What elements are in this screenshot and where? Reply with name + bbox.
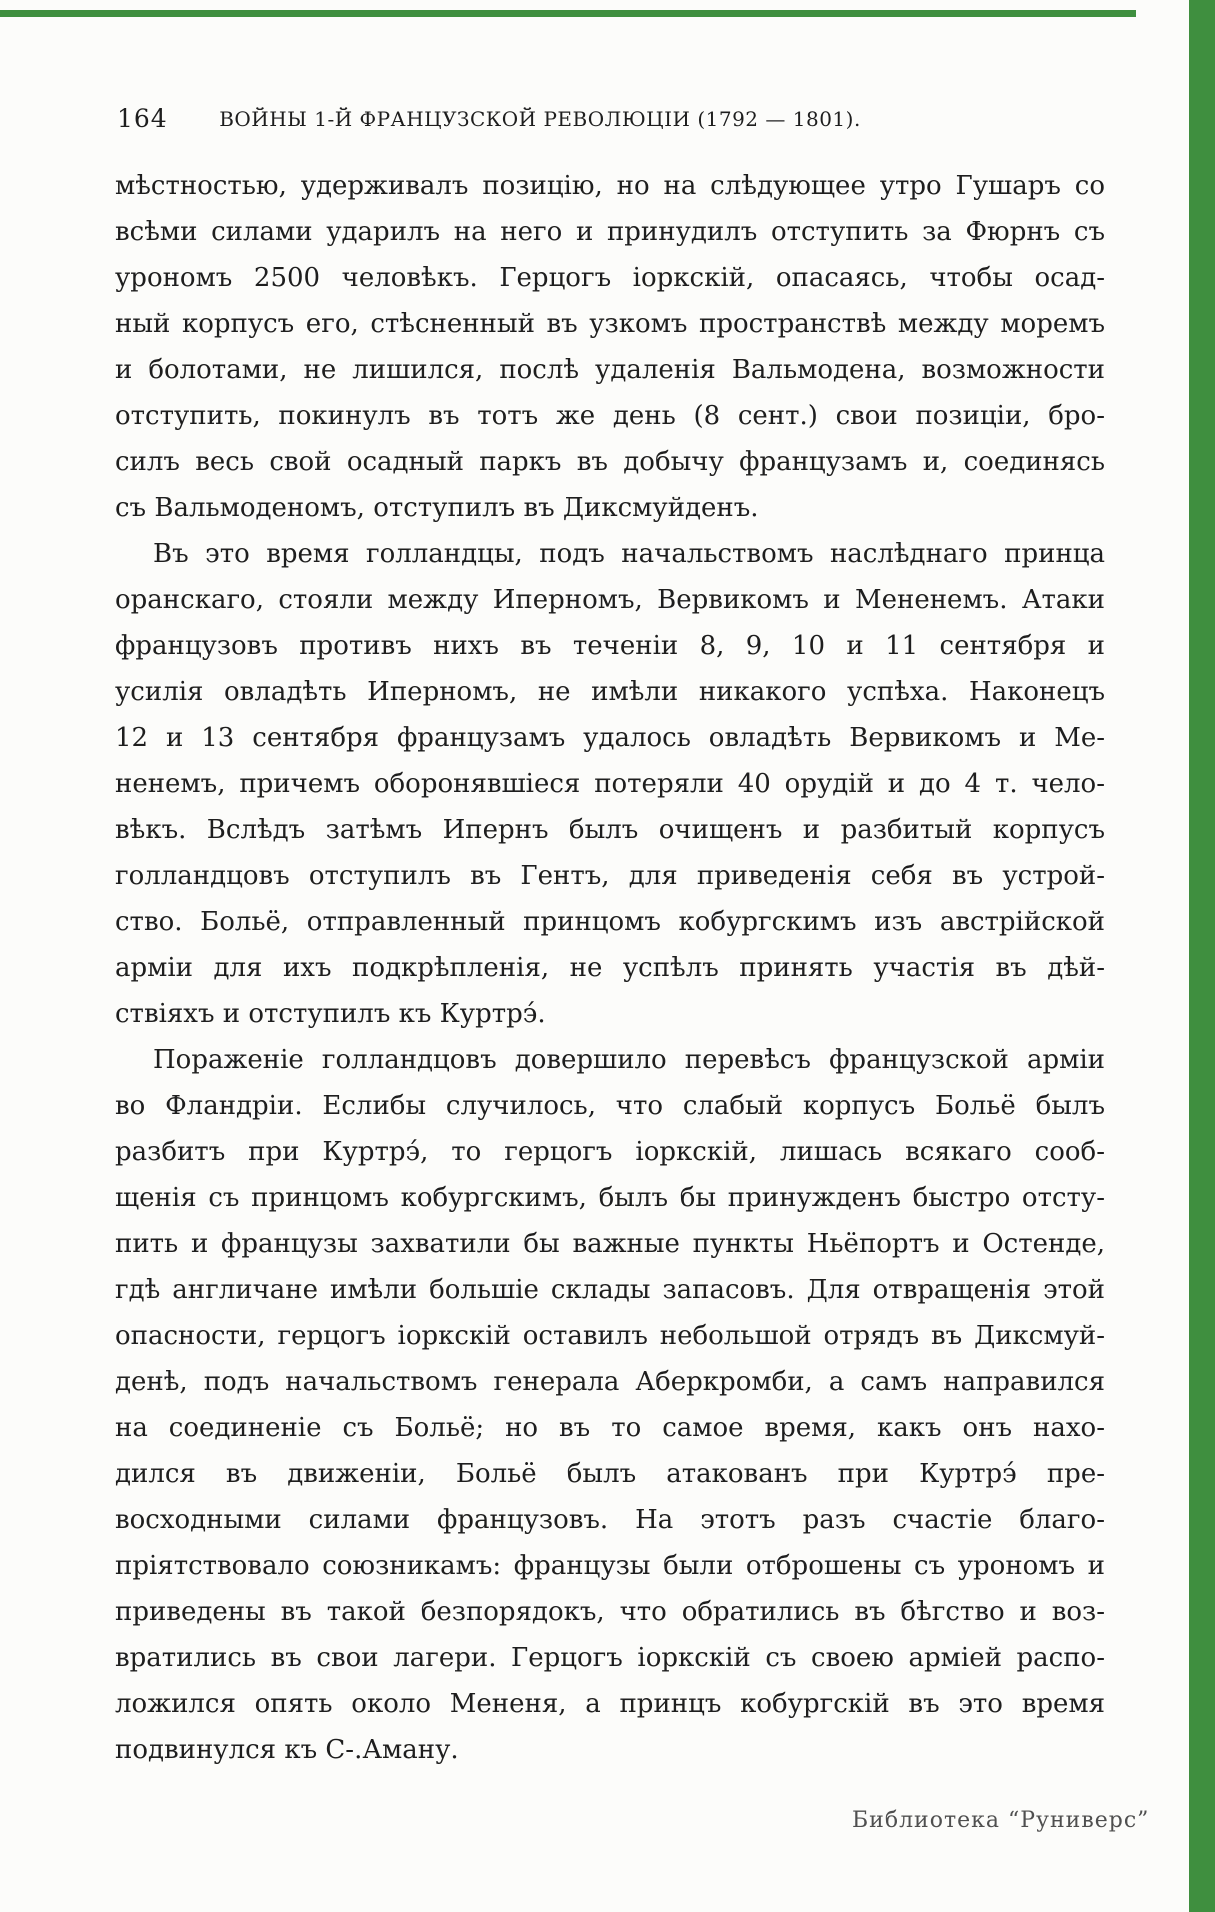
text-line: дился въ движеніи, Больё былъ атакованъ при Куртрэ́ пре- (115, 1459, 1105, 1489)
paragraph (115, 1037, 1105, 1773)
text-line: арміи для ихъ подкрѣпленія, не успѣлъ принять участія въ дѣй- (115, 953, 1105, 983)
text-line: вратились въ свои лагери. Герцогъ іоркскій съ своею арміей распо- (115, 1643, 1105, 1673)
body-text (115, 163, 1105, 1773)
text-line: ложился опять около Мененя, а принцъ кобургскій въ это время (115, 1689, 1105, 1719)
text-line: пріятствовало союзникамъ: французы были отброшены съ урономъ и (115, 1551, 1105, 1581)
scan-border-right (1189, 0, 1215, 1912)
text-line: ненемъ, причемъ оборонявшіеся потеряли 40 орудій и до 4 т. чело- (115, 769, 1105, 799)
paragraph (115, 531, 1105, 1037)
text-line: разбитъ при Куртрэ́, то герцогъ іоркскій, лишась всякаго сооб- (115, 1137, 1105, 1167)
text-line: щенія съ принцомъ кобургскимъ, былъ бы принужденъ быстро отсту- (115, 1183, 1105, 1213)
page-number: 164 (117, 104, 168, 133)
text-line: гдѣ англичане имѣли большіе склады запасовъ. Для отвращенія этой (115, 1275, 1105, 1305)
text-line: приведены въ такой безпорядокъ, что обратились въ бѣгство и воз- (115, 1597, 1105, 1627)
text-line: усилія овладѣть Иперномъ, не имѣли никакого успѣха. Наконецъ (115, 677, 1105, 707)
text-line: всѣми силами ударилъ на него и принудилъ отступить за Фюрнъ съ (115, 217, 1105, 247)
text-line: урономъ 2500 человѣкъ. Герцогъ іоркскій, опасаясь, чтобы осад- (115, 263, 1105, 293)
text-line: мѣстностью, удерживалъ позицію, но на слѣдующее утро Гушаръ со (115, 171, 1105, 201)
text-line: и болотами, не лишился, послѣ удаленія Вальмодена, возможности (115, 355, 1105, 385)
text-line: на соединеніе съ Больё; но въ то самое время, какъ онъ нахо- (115, 1413, 1105, 1443)
text-line: вѣкъ. Вслѣдъ затѣмъ Ипернъ былъ очищенъ и разбитый корпусъ (115, 815, 1105, 845)
text-line: подвинулся къ С-.Аману. (115, 1735, 459, 1765)
text-line: денѣ, подъ начальствомъ генерала Аберкромби, а самъ направился (115, 1367, 1105, 1397)
paragraph (115, 163, 1105, 531)
text-line: ствіяхъ и отступилъ къ Куртрэ́. (115, 999, 546, 1029)
text-line: отступить, покинулъ въ тотъ же день (8 сент.) свои позиціи, бро- (115, 401, 1105, 431)
text-line: оранскаго, стояли между Иперномъ, Вервикомъ и Мененемъ. Атаки (115, 585, 1105, 615)
library-watermark: Библиотека “Руниверс” (852, 1808, 1150, 1833)
text-line: силъ весь свой осадный паркъ въ добычу французамъ и, соединясь (115, 447, 1105, 477)
text-line: во Фландріи. Еслибы случилось, что слабый корпусъ Больё былъ (115, 1091, 1105, 1121)
text-line: ство. Больё, отправленный принцомъ кобургскимъ изъ австрійской (115, 907, 1105, 937)
scan-border-top (0, 10, 1136, 17)
text-line: опасности, герцогъ іоркскій оставилъ небольшой отрядъ въ Диксмуй- (115, 1321, 1105, 1351)
text-line: французовъ противъ нихъ въ теченіи 8, 9, 10 и 11 сентября и (115, 631, 1105, 661)
text-line: ный корпусъ его, стѣсненный въ узкомъ пространствѣ между моремъ (115, 309, 1105, 339)
text-line: голландцовъ отступилъ въ Гентъ, для приведенія себя въ устрой- (115, 861, 1105, 891)
text-line: Въ это время голландцы, подъ начальствомъ наслѣднаго принца (153, 539, 1105, 569)
running-header: ВОЙНЫ 1-Й ФРАНЦУЗСКОЙ РЕВОЛЮЦІИ (1792 — 1801). (219, 107, 861, 131)
text-line: восходными силами французовъ. На этотъ разъ счастіе благо- (115, 1505, 1105, 1535)
text-line: Пораженіе голландцовъ довершило перевѣсъ французской арміи (153, 1045, 1105, 1075)
text-line: пить и французы захватили бы важные пункты Ньёпортъ и Остенде, (115, 1229, 1105, 1259)
text-line: 12 и 13 сентября французамъ удалось овладѣть Вервикомъ и Ме- (115, 723, 1105, 753)
text-line: съ Вальмоденомъ, отступилъ въ Диксмуйденъ. (115, 493, 759, 523)
